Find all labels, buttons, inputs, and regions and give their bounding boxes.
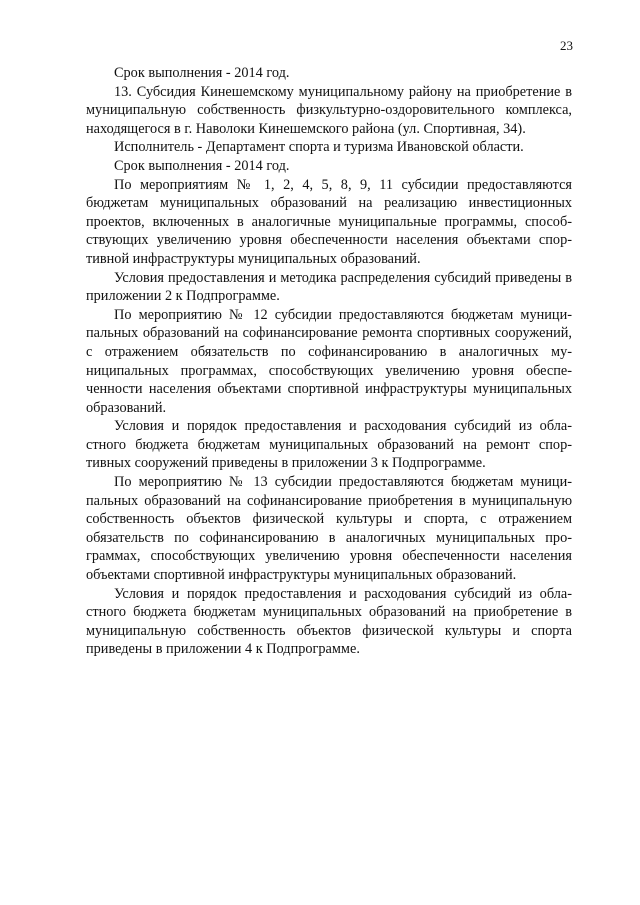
paragraph-deadline-2: Срок выполнения - 2014 год. <box>114 157 290 174</box>
paragraph-measure-12: По мероприятию № 12 субсидии предоставляются бюджетам муниципальных образований на софинансирование ремонта спортивных сооружений, с отражением обязательств по софинансированию в аналогичных муниципальных программах, способствующих увеличению уровня обеспеченности населения объектами спортивной инфраструктуры муниципальных образований. <box>86 306 572 416</box>
paragraph-deadline-1: Срок выполнения - 2014 год. <box>114 65 290 81</box>
paragraph-conditions-appendix-3: Условия и порядок предоставления и расходования субсидий из областного бюджета бюджетам муниципальных образований на ремонт спортивных сооружений приведены в приложении 3 к Подпрограмме. <box>86 418 572 472</box>
page-number: 23 <box>560 38 573 53</box>
paragraph-conditions-appendix-4: Условия и порядок предоставления и расходования субсидий из областного бюджета бюджетам муниципальных образований на приобретение в муниципальную собственность объектов физической культуры и спорта приведены в приложении 4 к Подпрограмме. <box>86 585 572 658</box>
paragraph-conditions-appendix-2: Условия предоставления и методика распределения субсидий приведены в приложении 2 к Подпрограмме. <box>86 269 572 305</box>
document-body <box>86 64 572 659</box>
paragraph-measure-13: По мероприятию № 13 субсидии предоставляются бюджетам муниципальных образований на софинансирование приобретения в муниципальную собственность объектов физической культуры и спорта, с отражением обязательств по софинансированию в аналогичных муниципальных программах, способствующих увеличению уровня обеспеченности населения объектами спортивной инфраструктуры муниципальных образований. <box>86 474 572 584</box>
paragraph-executor: Исполнитель - Департамент спорта и туризма Ивановской области. <box>114 139 524 156</box>
paragraph-measures-investment: По мероприятиям № 1, 2, 4, 5, 8, 9, 11 субсидии предоставляются бюджетам муниципальных образований на реализацию инвестиционных проектов, включенных в аналогичные муниципальные программы, способствующих увеличению уровня обеспеченности населения объектами спортивной инфраструктуры муниципальных образований. <box>86 176 572 267</box>
paragraph-item-13: 13. Субсидия Кинешемскому муниципальному району на приобретение в муниципальную собственность физкультурно-оздоровительного комплекса, находящегося в г. Наволоки Кинешемского района (ул. Спортивная, 34). <box>86 83 572 137</box>
